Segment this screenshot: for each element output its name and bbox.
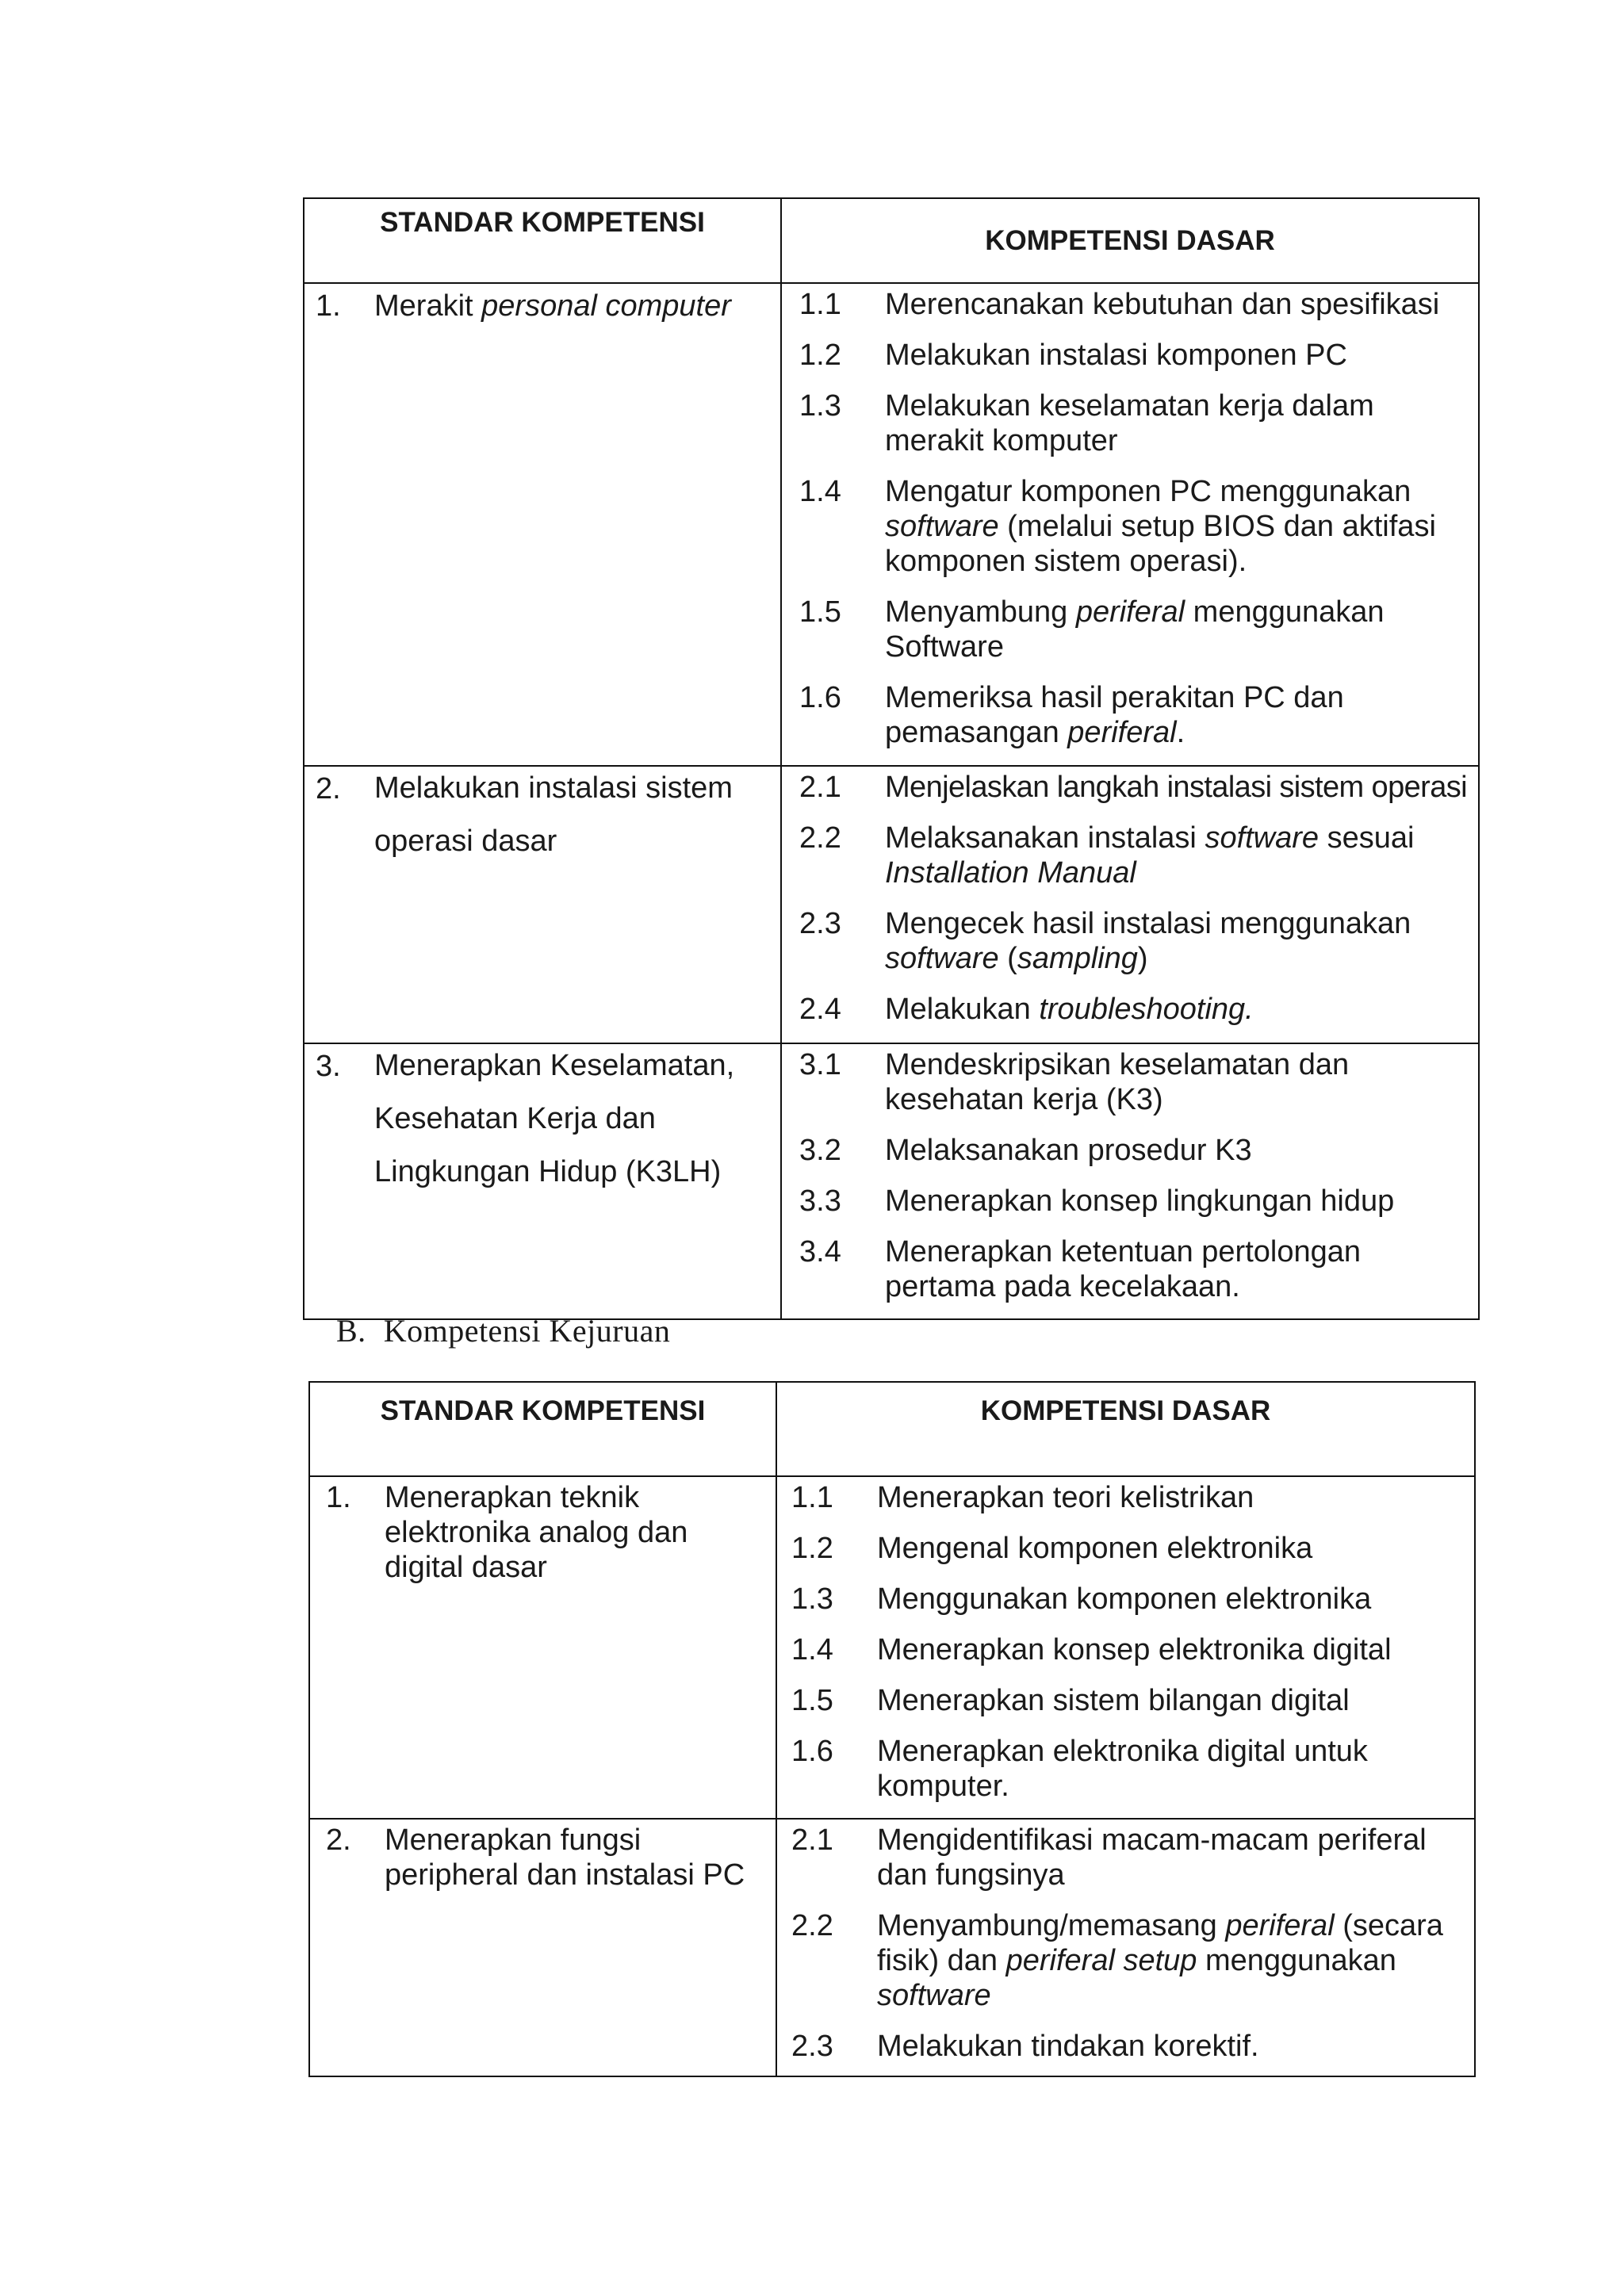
- list-item: 1.3 Menggunakan komponen elektronika: [791, 1582, 1372, 1616]
- standard-cell: [304, 283, 781, 766]
- list-item: 2.4 Melakukan troubleshooting.: [799, 993, 1254, 1026]
- standard-text: Menerapkan Keselamatan, Kesehatan Kerja dan Lingkungan Hidup (K3LH): [374, 1049, 735, 1188]
- basic-competency-cell: [776, 1819, 1475, 2076]
- list-item: 1.2 Mengenal komponen elektronika: [791, 1532, 1313, 1565]
- list-item: 1.2 Melakukan instalasi komponen PC: [799, 339, 1347, 372]
- section-label: B.: [336, 1313, 366, 1349]
- basic-competency-cell: [781, 1043, 1479, 1319]
- list-item: 1.6 Menerapkan elektronika digital untuk komputer.: [791, 1735, 1368, 1803]
- list-item: 1.5 Menyambung periferal menggunakan Software: [799, 595, 1385, 664]
- standard-cell: [304, 766, 781, 1043]
- header-kompetensi-dasar: KOMPETENSI DASAR: [776, 1382, 1475, 1476]
- list-item: 3.2 Melaksanakan prosedur K3: [799, 1134, 1252, 1167]
- list-item: 1.1 Merencanakan kebutuhan dan spesifikasi: [799, 288, 1440, 321]
- list-item: 2.1 Menjelaskan langkah instalasi sistem operasi: [799, 771, 1467, 804]
- list-item: 1.1 Menerapkan teori kelistrikan: [791, 1481, 1254, 1514]
- standard-text: Melakukan instalasi sistem operasi dasar: [374, 771, 733, 858]
- basic-competency-cell: [776, 1476, 1475, 1819]
- standard-cell: [304, 1043, 781, 1319]
- basic-competency-cell: [781, 283, 1479, 766]
- list-item: 2.2 Melaksanakan instalasi software sesuai Installation Manual: [799, 821, 1415, 890]
- list-item: 1.5 Menerapkan sistem bilangan digital: [791, 1684, 1350, 1717]
- table-row: [304, 766, 1479, 1043]
- standard-text: Menerapkan teknik elektronika analog dan digital dasar: [385, 1481, 688, 1584]
- table-row: [309, 1819, 1475, 2076]
- list-item: 3.3 Menerapkan konsep lingkungan hidup: [799, 1184, 1395, 1218]
- header-standar-kompetensi: STANDAR KOMPETENSI: [309, 1382, 776, 1476]
- list-item: 1.4 Menerapkan konsep elektronika digital: [791, 1633, 1392, 1667]
- table-row: [309, 1476, 1475, 1819]
- basic-competency-cell: [781, 766, 1479, 1043]
- table-header-row: [304, 198, 1479, 283]
- competency-table-2: [308, 1381, 1476, 2077]
- list-item: 2.3 Mengecek hasil instalasi menggunakan software (sampling): [799, 907, 1411, 975]
- competency-table-1: [303, 197, 1480, 1320]
- standard-cell: [309, 1476, 776, 1819]
- list-item: 3.4 Menerapkan ketentuan pertolongan pertama pada kecelakaan.: [799, 1235, 1362, 1303]
- standard-number: 1.: [326, 1481, 351, 1514]
- list-item: 3.1 Mendeskripsikan keselamatan dan kesehatan kerja (K3): [799, 1048, 1350, 1116]
- standard-number: 1.: [316, 289, 341, 323]
- header-standar-kompetensi: STANDAR KOMPETENSI: [304, 198, 781, 283]
- table-header-row: [309, 1382, 1475, 1476]
- list-item: 2.1 Mengidentifikasi macam-macam periferal dan fungsinya: [791, 1823, 1427, 1892]
- standard-cell: [309, 1819, 776, 2076]
- standard-text: Menerapkan fungsi peripheral dan instalasi PC: [385, 1823, 745, 1892]
- section-title: Kompetensi Kejuruan: [383, 1313, 671, 1349]
- standard-number: 3.: [316, 1050, 341, 1083]
- standard-number: 2.: [326, 1823, 351, 1857]
- list-item: 2.3 Melakukan tindakan korektif.: [791, 2030, 1259, 2063]
- table-row: [304, 283, 1479, 766]
- section-heading: [336, 1312, 670, 1349]
- list-item: 1.3 Melakukan keselamatan kerja dalam merakit komputer: [799, 389, 1374, 457]
- standard-number: 2.: [316, 772, 341, 806]
- table-row: [304, 1043, 1479, 1319]
- header-kompetensi-dasar: KOMPETENSI DASAR: [781, 198, 1479, 283]
- standard-text: Merakit personal computer: [374, 289, 731, 323]
- list-item: 2.2 Menyambung/memasang periferal (secara fisik) dan periferal setup menggunakan software: [791, 1909, 1443, 2012]
- list-item: 1.6 Memeriksa hasil perakitan PC dan pemasangan periferal.: [799, 681, 1344, 749]
- list-item: 1.4 Mengatur komponen PC menggunakan software (melalui setup BIOS dan aktifasi komponen sistem operasi).: [799, 475, 1436, 578]
